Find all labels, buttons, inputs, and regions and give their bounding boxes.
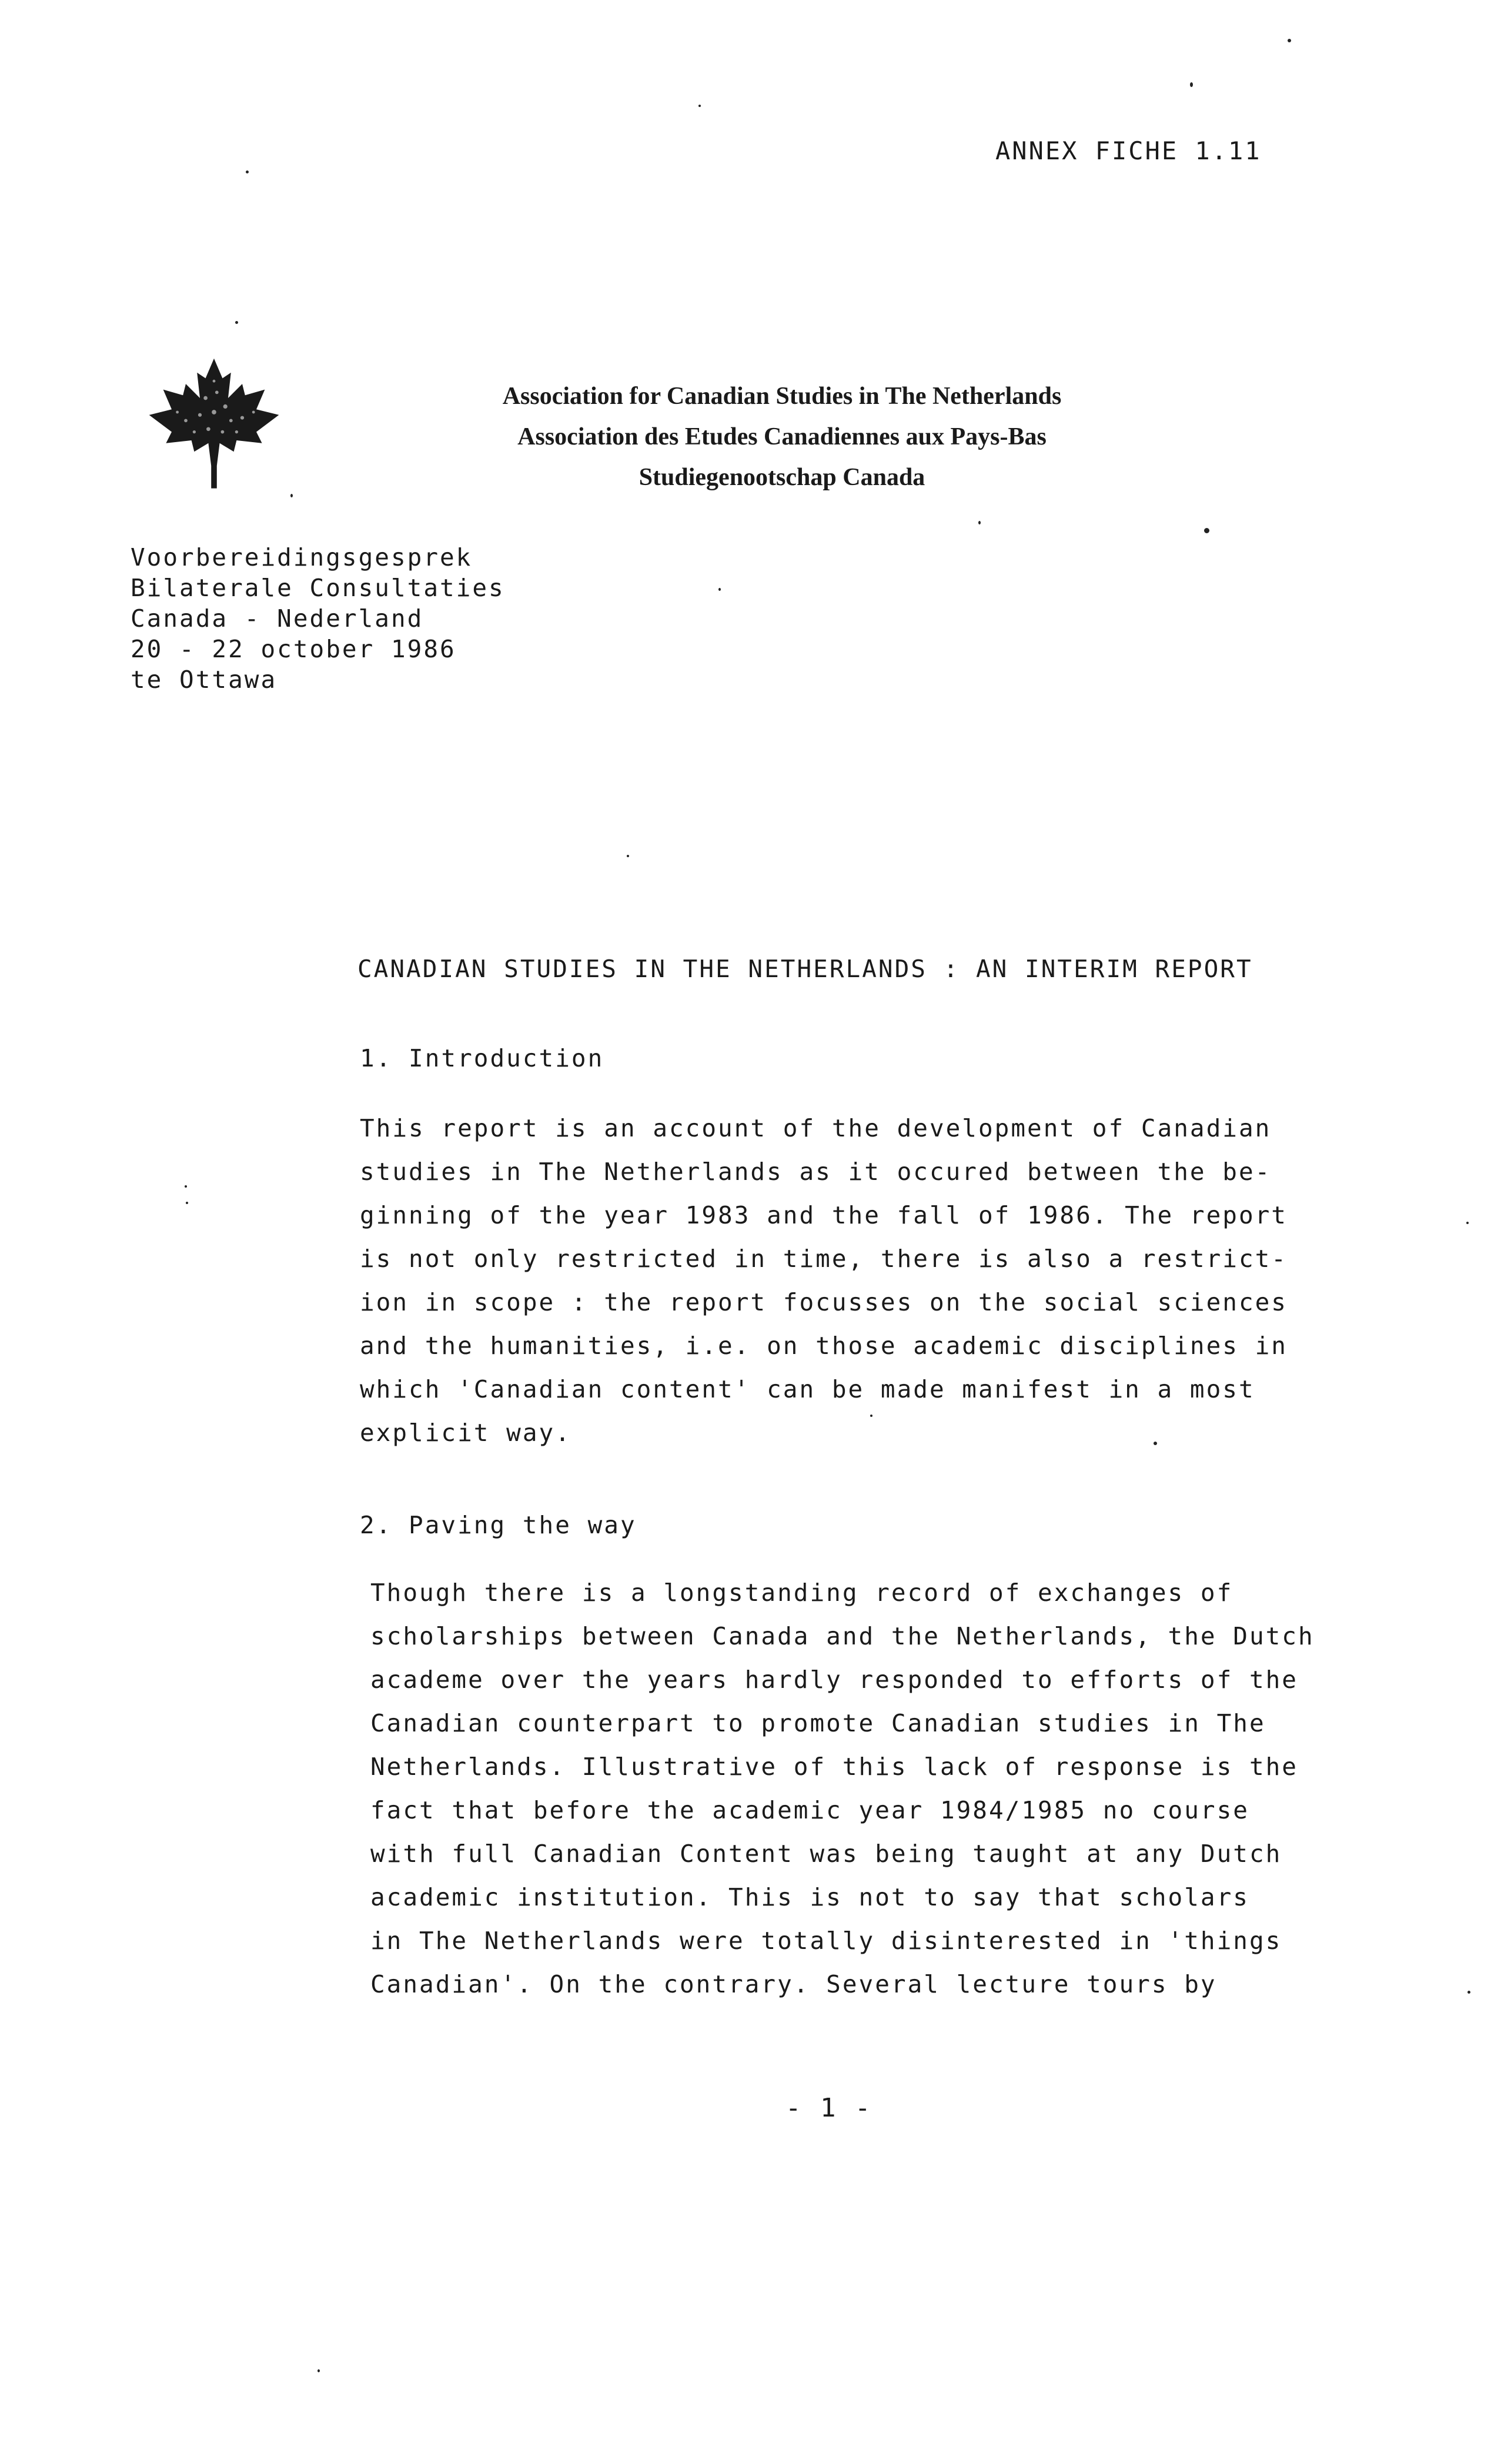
section-paragraph-paving-the-way bbox=[370, 1571, 1315, 2006]
meeting-info bbox=[131, 542, 505, 695]
scan-speck bbox=[290, 494, 293, 497]
scan-speck bbox=[1204, 528, 1209, 533]
scan-speck bbox=[246, 170, 249, 173]
paragraph-line: Canadian'. On the contrary. Several lecture tours by bbox=[370, 1970, 1217, 1998]
report-title: CANADIAN STUDIES IN THE NETHERLANDS : AN INTERIM REPORT bbox=[357, 955, 1253, 983]
scan-speck bbox=[317, 2369, 320, 2372]
paragraph-line: Though there is a longstanding record of exchanges of bbox=[370, 1579, 1233, 1607]
paragraph-line: academe over the years hardly responded to efforts of the bbox=[370, 1666, 1298, 1694]
paragraph-line: ginning of the year 1983 and the fall of 1986. The report bbox=[360, 1201, 1288, 1229]
scan-speck bbox=[627, 855, 629, 857]
paragraph-line: ion in scope : the report focusses on the social sciences bbox=[360, 1288, 1288, 1316]
paragraph-line: This report is an account of the development of Canadian bbox=[360, 1114, 1272, 1142]
scan-speck bbox=[185, 1185, 187, 1188]
paragraph-line: academic institution. This is not to say that scholars bbox=[370, 1883, 1249, 1911]
section-heading-introduction: 1. Introduction bbox=[360, 1044, 604, 1072]
paragraph-line: in The Netherlands were totally disinterested in 'things bbox=[370, 1927, 1282, 1955]
paragraph-line: with full Canadian Content was being taught at any Dutch bbox=[370, 1840, 1282, 1868]
section-heading-paving-the-way: 2. Paving the way bbox=[360, 1511, 637, 1539]
scan-speck bbox=[186, 1202, 188, 1204]
paragraph-line: is not only restricted in time, there is also a restrict- bbox=[360, 1245, 1288, 1273]
paragraph-line: which 'Canadian content' can be made manifest in a most bbox=[360, 1375, 1255, 1403]
scan-speck bbox=[1154, 1442, 1157, 1445]
annex-label: ANNEX FICHE 1.11 bbox=[995, 136, 1262, 165]
scan-speck bbox=[978, 521, 981, 524]
association-name-dutch: Studiegenootschap Canada bbox=[638, 464, 925, 491]
scan-speck bbox=[1288, 39, 1291, 42]
scan-speck bbox=[698, 105, 701, 107]
paragraph-line: Canadian counterpart to promote Canadian studies in The bbox=[370, 1709, 1266, 1737]
maple-leaf-icon bbox=[143, 354, 285, 499]
association-name-french: Association des Etudes Canadiennes aux Pays-Bas bbox=[517, 423, 1047, 450]
meeting-location: te Ottawa bbox=[131, 666, 278, 694]
scan-speck bbox=[1467, 1991, 1470, 1994]
association-name-english: Association for Canadian Studies in The Netherlands bbox=[502, 383, 1062, 410]
scan-speck bbox=[1466, 1222, 1469, 1224]
scan-speck bbox=[870, 1415, 872, 1417]
meeting-date: 20 - 22 october 1986 bbox=[131, 635, 456, 663]
paragraph-line: and the humanities, i.e. on those academic disciplines in bbox=[360, 1332, 1288, 1360]
meeting-line: Voorbereidingsgesprek bbox=[131, 543, 473, 571]
paragraph-line: studies in The Netherlands as it occured between the be- bbox=[360, 1158, 1272, 1186]
page-number: - 1 - bbox=[785, 2093, 872, 2123]
scan-speck bbox=[1190, 82, 1193, 87]
paragraph-line: explicit way. bbox=[360, 1419, 571, 1447]
paragraph-line: Netherlands. Illustrative of this lack of response is the bbox=[370, 1753, 1298, 1781]
scan-speck bbox=[718, 588, 721, 591]
scan-speck bbox=[235, 321, 238, 324]
meeting-line: Canada - Nederland bbox=[131, 604, 424, 633]
meeting-line: Bilaterale Consultaties bbox=[131, 574, 505, 602]
paragraph-line: fact that before the academic year 1984/1985 no course bbox=[370, 1796, 1249, 1824]
association-header bbox=[388, 376, 1176, 498]
paragraph-line: scholarships between Canada and the Netherlands, the Dutch bbox=[370, 1622, 1315, 1650]
section-paragraph-introduction bbox=[360, 1106, 1288, 1455]
